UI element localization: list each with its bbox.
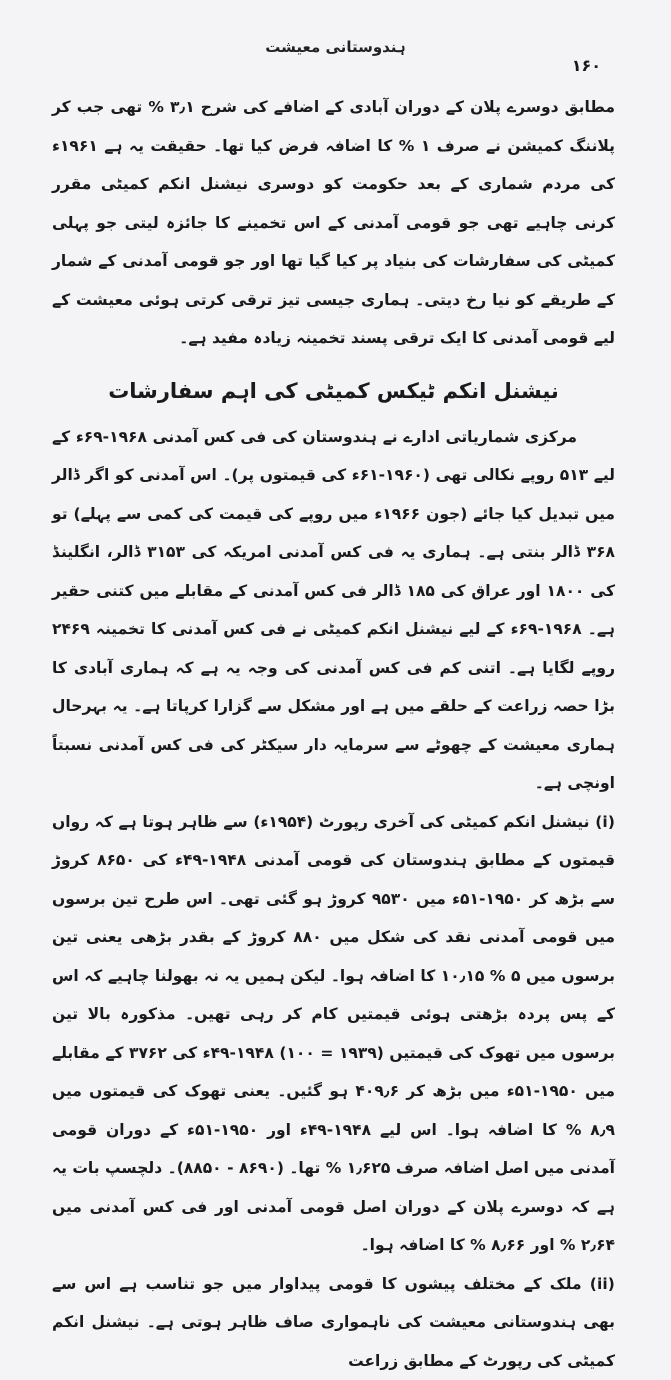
paragraph-occupations: (ii) ملک کے مختلف پیشوں کا قومی پیداوار میں جو تناسب ہے اس سے بھی ہندوستانی معیشت کی ناہمواری صاف ظاہر ہوتی ہے۔ نیشنل انکم کمیٹی کی رپورٹ کے مطابق زراعت — [52, 1265, 615, 1380]
page-body — [52, 88, 615, 1380]
section-heading: نیشنل انکم ٹیکس کمیٹی کی اہم سفارشات — [52, 374, 615, 408]
paragraph-national-income-report: (i) نیشنل انکم کمیٹی کی آخری رپورٹ (۱۹۵۴ء) سے ظاہر ہوتا ہے کہ رواں قیمتوں کے مطابق ہندوستان کی قومی آمدنی ۱۹۴۸-۴۹ء کی ۸۶۵۰ کروڑ سے بڑھ کر ۱۹۵۰-۵۱ء میں ۹۵۳۰ کروڑ ہو گئی تھی۔ اس طرح تین برسوں میں قومی آمدنی نقد کی شکل میں ۸۸۰ کروڑ کے بقدر بڑھی یعنی تین برسوں میں ۵ % ۱۰٫۱۵ کا اضافہ ہوا۔ لیکن ہمیں یہ نہ بھولنا چاہیے کہ اس کے پس پردہ بڑھتی ہوئی قیمتیں کام کر رہی تھیں۔ مذکورہ بالا تین برسوں میں تھوک کی قیمتیں (۱۹۳۹ = ۱۰۰) ۱۹۴۸-۴۹ء کی ۳۷۶۲ کے مقابلے میں ۱۹۵۰-۵۱ء میں بڑھ کر ۴۰۹٫۶ ہو گئیں۔ یعنی تھوک کی قیمتوں میں ۸٫۹ % کا اضافہ ہوا۔ اس لیے ۱۹۴۸-۴۹ء اور ۱۹۵۰-۵۱ء کے دوران قومی آمدنی میں اصل اضافہ صرف ۱٫۶۲۵ % تھا۔ (۸۶۹۰ - ۸۸۵۰)۔ دلچسپ بات یہ ہے کہ دوسرے پلان کے دوران اصل قومی آمدنی اور فی کس آمدنی میں ۲٫۶۴ % اور ۸٫۶۶ % کا اضافہ ہوا۔ — [52, 803, 615, 1265]
running-title: ہندوستانی معیشت — [0, 38, 671, 56]
page-number: ۱۶۰ — [572, 56, 601, 75]
intro-paragraph: مطابق دوسرے پلان کے دوران آبادی کے اضافے کی شرح ۳٫۱ % تھی جب کر پلاننگ کمیشن نے صرف ۱ % کا اضافہ فرض کیا تھا۔ حقیقت یہ ہے ۱۹۶۱ء کی مردم شماری کے بعد حکومت کو دوسری نیشنل انکم کمیٹی مقرر کرنی چاہیے تھی جو قومی آمدنی کے اس تخمینے کا جائزہ لیتی جو پہلی کمیٹی کی سفارشات کی بنیاد پر کیا گیا تھا اور جو قومی آمدنی کے شمار کے طریقے کو نیا رخ دیتی۔ ہماری جیسی تیز ترقی کرتی ہوئی معیشت کے لیے قومی آمدنی کا ایک ترقی پسند تخمینہ زیادہ مفید ہے۔ — [52, 88, 615, 358]
paragraph-per-capita-income: مرکزی شماریاتی ادارے نے ہندوستان کی فی کس آمدنی ۱۹۶۸-۶۹ء کے لیے ۵۱۳ روپے نکالی تھی (۱۹۶۰-۶۱ء کی قیمتوں پر)۔ اس آمدنی کو اگر ڈالر میں تبدیل کیا جائے (جون ۱۹۶۶ء میں روپے کی قیمت کی کمی سے پہلے) تو ۳۶۸ ڈالر بنتی ہے۔ ہماری یہ فی کس آمدنی امریکہ کی ۳۱۵۳ ڈالر، انگلینڈ کی ۱۸۰۰ اور عراق کی ۱۸۵ ڈالر فی کس آمدنی کے مقابلے میں کتنی حقیر ہے۔ ۱۹۶۸-۶۹ء کے لیے نیشنل انکم کمیٹی نے فی کس آمدنی کا تخمینہ ۲۴۶۹ روپے لگایا ہے۔ اتنی کم فی کس آمدنی کی وجہ یہ ہے کہ ہماری آبادی کا بڑا حصہ زراعت کے حلقے میں ہے اور مشکل سے گزارا کرپاتا ہے۔ یہ بہرحال ہماری معیشت کے چھوٹے سے سرمایہ دار سیکٹر کی فی کس آمدنی نسبتاً اونچی ہے۔ — [52, 418, 615, 803]
